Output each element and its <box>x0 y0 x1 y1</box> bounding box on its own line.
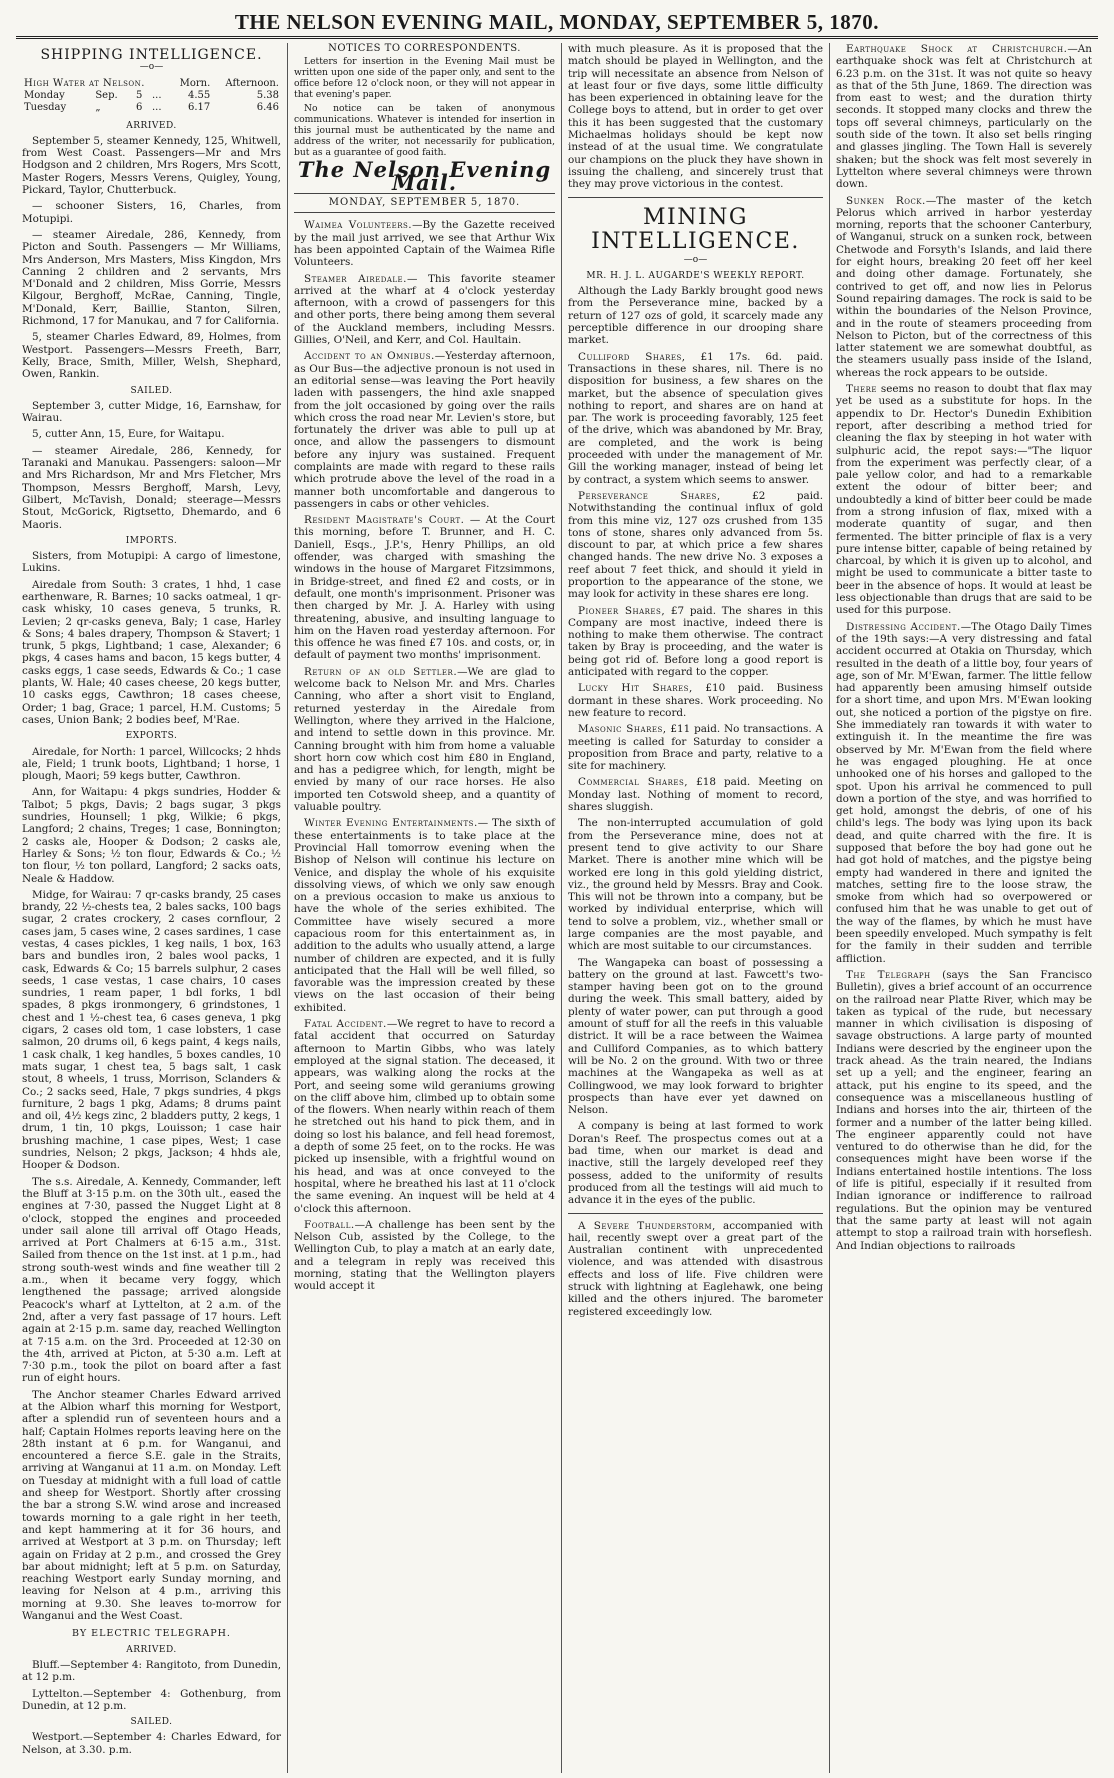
item-text: —We regret to have to record a fatal accident that occurred on Saturday afternoon to Martin Gibbs, who was lately employed at the signal station. The deceased, it appears, was walking along the rocks at the Port, and seeing some wild geraniums growing on the cliff above him, climbed up to obtain some of the flowers. When nearly within reach of them he stretched out his hand to pick them, and in doing so lost his balance, and fell head foremost, a depth of some 25 feet, on to the rocks. He was picked up insensible, with a frightful wound on his head, and was at once conveyed to the hospital, where he breathed his last at 11 o'clock the same evening. An inquest will be held at 4 o'clock this afternoon. <box>294 1018 555 1215</box>
item-text: —A challenge has been sent by the Nelson Cub, assisted by the College, to the Wellington Cub, to play a match at an early date, and a telegram in reply was received this morning, stating that the Wellington players would accept it <box>294 1218 555 1293</box>
item-head: There <box>846 383 878 396</box>
item-head: Pioneer Shares, <box>578 604 666 617</box>
item-head: Football. <box>304 1218 355 1231</box>
tide-month: „ <box>95 101 101 113</box>
mining-intro: Although the Lady Barkly brought good news from the Perseverance mine, backed by a return of 127 ozs of gold, it scarcely made any perceptible difference in our drooping share market. <box>568 285 823 347</box>
tide-month: Sep. <box>95 89 118 101</box>
notices-title: NOTICES TO CORRESPONDENTS. <box>328 43 521 54</box>
item-text: —The master of the ketch Pelorus which arrived in harbor yesterday morning, reports that the schooner Canterbury, of Wanganui, struck on a sunken rock, between Chetwode and Forsyth's Islands, and laid there for eight hours, breaking 20 feet off her keel and doing other damage. Fortunately, she contrived to get off, and now lies in Pelorus Sound repairing damages. The rock is said to be within the boundaries of the Nelson Province, and in the route of steamers proceeding from Nelson to Picton, but of the correctness of this latter statement we are somewhat doubtful, as the steamers usually pass inside of the Island, whereas the rock appears to be outside. <box>836 194 1092 379</box>
voyage-report: The s.s. Airedale, A. Kennedy, Commander, left the Bluff at 3·15 p.m. on the 30th ult., eased the engines at 7·30, passed the Nugget Light at 8 o'clock, stopped the engines and proceeded under sail alone till arrival off Otago Heads, arrived at Port Chalmers at 6·15 a.m., 31st. Sailed from thence on the 1st inst. at 1 p.m., had strong south-west winds and fine weather till 2 a.m., when it became very foggy, which lengthened the passage; arrived alongside Peacock's wharf at Lyttelton, at 2 a.m. of the 2nd, after a very fast passage of 17 hours. Left again at 2·15 p.m. same day, reached Wellington at 7·15 a.m. on the 3rd. Proceeded at 12·30 on the 4th, arrived at Picton, at 5·30 a.m. Left at 7·30 p.m., took the pilot on board after a fast run of eight hours. <box>22 1175 281 1385</box>
tide-row <box>22 102 281 114</box>
exports-entry: Midge, for Wairau: 7 qr-casks brandy, 25 cases brandy, 22 ½-chests tea, 2 bales sacks, 100 bags sugar, 2 crates crockery, 2 cases cornflour, 2 cases jam, 5 cases wine, 2 cases sardines, 1 case vestas, 4 cases pickles, 1 keg nails, 1 box, 163 bars and bundles iron, 2 bales wool packs, 1 cask, Edwards & Co; 15 barrels sulphur, 2 cases seeds, 1 case vestas, 1 case chairs, 10 cases sundries, 1 ream paper, 1 bdl forks, 1 bdl spades, 8 pkgs ironmongery, 6 grindstones, 1 chest and 1 ½-chest tea, 6 cases geneva, 1 pkg cigars, 2 cases old tom, 1 case lobsters, 1 case salmon, 20 drums oil, 6 kegs paint, 4 kegs nails, 1 cask chalk, 1 keg handles, 5 boxes candles, 10 mats sugar, 1 chest tea, 5 bags salt, 1 cask stout, 8 wheels, 1 truss, Morrison, Sclanders & Co.; 2 sacks seed, Hale, 7 pkgs sundries, 4 pkgs furniture, 2 bags 1 pkg, Adams; 8 drums paint and oil, 4½ kegs zinc, 2 bladders putty, 2 kegs, 1 drum, 1 tin, 10 pkgs, Louisson; 1 case hair brushing machine, 1 case pipes, West; 1 case sundries, Nelson; 2 pkgs, Jackson; 4 hhds ale, Hooper & Dodson. <box>22 888 281 1172</box>
item-text: — At the Court this morning, before T. Brunner, and H. C. Daniell, Esqs., J.P.'s, Henry Phillips, an old offender, was charged with smashing the windows in the house of Margaret Fitzsimmons, in Bridge-street, and fined £2 and costs, or in default, one month's imprisonment. Prisoner was then charged by Mr. J. A. Harley with using threatening, abusive, and insulting language to him on the Haven road yesterday afternoon. For this offence he was fined £7 10s. and costs, or, in default of payment two months' imprisonment. <box>294 514 555 662</box>
tide-day: Monday <box>24 89 65 101</box>
editorial-item <box>294 514 555 662</box>
news-item <box>836 43 1092 191</box>
tide-dots: ... <box>152 101 162 113</box>
arrived-head: ARRIVED. <box>126 120 177 131</box>
columns <box>16 43 1098 1773</box>
item-head: Lucky Hit Shares, <box>578 682 693 695</box>
mining-item <box>568 723 823 772</box>
tide-day: Tuesday <box>24 101 67 113</box>
tide-date: 6 <box>136 101 143 113</box>
tel-arrived-head: ARRIVED. <box>126 1644 177 1655</box>
ornament: —o— <box>683 254 708 265</box>
exports-head: EXPORTS. <box>125 731 178 742</box>
item-head: Distressing Accident. <box>846 620 961 633</box>
nameplate: The Nelson Evening Mail. <box>297 157 552 195</box>
mining-closing: The non-interrupted accumulation of gold from the Perseverance mine, does not at present tend to give activity to our Share Market. There is another mine which will be worked ere long in this gold yielding district, viz., the ground held by Messrs. Bray and Cook. This will not be thrown into a company, but be worked by individual enterprise, which will tend to solve a problem, viz., whether small or large companies are the most payable, and which are most suitable to our circumstances. <box>568 817 823 953</box>
item-head: Return of an old Settler. <box>304 665 458 678</box>
mining-title: MINING INTELLIGENCE. <box>591 204 800 254</box>
shipping-title: SHIPPING INTELLIGENCE. <box>40 47 263 63</box>
mining-item <box>568 682 823 719</box>
item-text: £7 paid. The shares in this Company are most inactive, indeed there is nothing to make them otherwise. The contract taken by Bray is proceeding, and the water is being got rid of. Before long a good report is anticipated with regard to the copper. <box>568 604 824 679</box>
editorial-item <box>294 273 555 347</box>
mining-item <box>568 605 823 679</box>
notice-paragraph: No notice can be taken of anonymous communications. Whatever is intended for insertion in this journal must be authenticated by the name and address of the writer, not necessarily for publication, but as a guarantee of good faith. <box>294 103 555 158</box>
item-text: —An earthquake shock was felt at Christchurch at 6.23 p.m. on the 31st. It was not quite so heavy as that of the 5th June, 1869. The direction was from east to west; and the duration thirty seconds. It stopped many clocks and threw the tops off several chimneys, particularly on the south side of the town. It also set bells ringing and glasses jingling. The Town Hall is severely shaken; but the shock was felt most severely in Lyttelton where several chimneys were thrown down. <box>836 43 1092 191</box>
thunderstorm-item <box>568 1220 823 1318</box>
tide-afternoon: 5.38 <box>256 89 279 101</box>
item-text: — This favorite steamer arrived at the wharf at 4 o'clock yesterday afternoon, with a crowd of passengers for this and other ports, there being among them several of the Auckland members, including Messrs. Gillies, O'Neil, and Kerr, and Col. Haultain. <box>294 272 555 347</box>
item-text: —Yesterday afternoon, as Our Bus—the adjective pronoun is not used in an editorial sense—was leaving the Port heavily laden with passengers, the hind axle snapped from the jolt occasioned by going over the rails which cross the road near Mr. Levien's store, but fortunately the driver was able to pull up at once, and allow the passengers to dismount before any injury was sustained. Frequent complaints are made with regard to these rails which protrude above the level of the road in a manner both uncomfortable and dangerous to passengers in cabs or other vehicles. <box>294 350 555 510</box>
mining-item <box>568 776 823 813</box>
news-item <box>836 621 1092 965</box>
mining-closing: The Wangapeka can boast of possessing a battery on the ground at last. Fawcett's two-stamper having been got on to the ground during the week. This small battery, aided by plenty of water power, can put through a good amount of stuff for all the reefs in this valuable district. It will be a race between the Waimea and Culliford Companies, as to which battery will be No. 2 on the ground. With two or three machines at the Wangapeka as well as at Collingwood, we may look forward to brighter prospects than have ever yet dawned on Nelson. <box>568 956 823 1117</box>
item-text: —By the Gazette received by the mail just arrived, we see that Arthur Wix has been appointed Captain of the Waimea Rifle Volunteers. <box>294 219 555 269</box>
column-mining <box>562 43 830 1773</box>
item-head: Fatal Accident. <box>304 1018 387 1031</box>
dateline: MONDAY, SEPTEMBER 5, 1870. <box>294 193 555 213</box>
item-head: Masonic Shares, <box>578 723 667 736</box>
editorial-item <box>294 219 555 268</box>
imports-entry: Airedale from South: 3 crates, 1 hhd, 1 case earthenware, R. Barnes; 10 sacks oatmeal, 1 qr-cask whisky, 10 cases geneva, 5 trunks, R. Levien; 2 qr-casks geneva, Baly; 1 case, Harley & Sons; 4 bales drapery, Thompson & Stavert; 1 trunk, 5 pkgs, Lightband; 1 case, Alexander; 6 pkgs, 4 cases hams and bacon, 15 kegs butter, 4 casks eggs, 1 case seeds, Edwards & Co.; 1 case plants, W. Hale; 40 cases cheese, 20 kegs butter, 10 casks eggs, Cawthron; 18 cases cheese, Order; 1 bag, Grace; 1 parcel, H.M. Customs; 5 cases, Union Bank; 2 bodies beef, M'Rae. <box>22 578 281 726</box>
imports-entry: Sisters, from Motupipi: A cargo of limestone, Lukins. <box>22 550 281 575</box>
item-text: —The Otago Daily Times of the 19th says:—A very distressing and fatal accident occurred at Otakia on Thursday, which resulted in the death of a little boy, four years of age, son of Mr. M'Ewan, farmer. The little fellow had apparently been amusing himself outside for a short time, and upon Mrs. M'Ewan looking out, she noticed a portion of the pigstye on fire. She immediately ran towards it with water to extinguish it. In the meantime the fire was observed by Mr. M'Ewan from the field where he was engaged ploughing. He at once unhooked one of his horses and galloped to the spot. Upon his arrival he commenced to pull down a portion of the stye, and was horrified to get hold, amongst the debris, of one of his child's legs. The body was lying upon its back dead, and quite charred with the fire. It is supposed that before the boy had gone out he had got hold of matches, and the pigstye being empty had wandered in there and ignited the matches, setting fire to the loose straw, the smoke from which had so overpowered or confused him that he was unable to get out of the way of the flames, by which he must have been speedily enveloped. Much sympathy is felt for the family in their sudden and terrible affliction. <box>836 620 1092 965</box>
item-text: £11 paid. No transactions. A meeting is called for Saturday to consider a proposition from Brace and party, relative to a site for machinery. <box>568 723 824 773</box>
tide-header-row <box>22 78 281 90</box>
sailed-entry: 5, cutter Ann, 15, Eure, for Waitapu. <box>32 428 225 441</box>
item-text: seems no reason to doubt that flax may yet be used as a substitute for hops. In the appendix to Dr. Hector's Dunedin Exhibition report, after describing a method tried for cleaning the flax by steeping in hot water with sulphuric acid, the repot says:—"The liquor from the experiment was perfectly clear, of a pale yellow color, and had to a remarkable extent the odour of bitter beer; and undoubtedly a kind of bitter beer could be made from a strong infusion of flax, mixed with a moderate quantity of sugar, and then fermented. The bitter principle of flax is a very pure intense bitter, capable of being retained by charcoal, by which it is given up to alcohol, and might be used to communicate a bitter taste to beer in the absence of hops. It would at least be less objectionable than drugs that are said to be used for this purpose. <box>836 383 1092 617</box>
item-head: The Telegraph <box>846 968 931 981</box>
column-news <box>830 43 1098 1773</box>
sailed-head: SAILED. <box>130 385 173 396</box>
arrival-entry: September 5, steamer Kennedy, 125, Whitwell, from West Coast. Passengers—Mr and Mrs Hodgson and 2 children, Mrs Rogers, Mrs Scott, Master Rogers, Messrs Verens, Quigley, Young, Pickard, Taylor, Chutterbuck. <box>22 134 281 197</box>
item-head: Waimea Volunteers. <box>304 219 413 232</box>
editorial-item <box>294 1018 555 1215</box>
column-shipping <box>16 43 288 1773</box>
arrival-entry: — schooner Sisters, 16, Charles, from Motupipi. <box>22 200 281 225</box>
item-head: Culliford Shares, <box>578 350 686 363</box>
ornament: —o— <box>139 62 164 73</box>
notice-paragraph: Letters for insertion in the Evening Mail must be written upon one side of the paper only, and sent to the office before 12 o'clock noon, or they will not appear in that evening's paper. <box>294 56 555 100</box>
exports-entry: Airedale, for North: 1 parcel, Willcocks; 2 hhds ale, Field; 1 trunk boots, Lightband; 1 horse, 1 plough, Maori; 59 kegs butter, Cawthron. <box>22 745 281 783</box>
tel-sailed-head: SAILED. <box>130 1717 173 1728</box>
mining-closing: A company is being at last formed to work Doran's Reef. The prospectus comes out at a bad time, when our market is dead and inactive, still the largely developed reef they possess, added to the uniformity of results produced from all the testings will aid much to advance it in the eyes of the public. <box>568 1120 823 1207</box>
item-text: — The sixth of these entertainments is to take place at the Provincial Hall tomorrow evening when the Bishop of Nelson will continue his lecture on Venice, and display the whole of his exquisite dissolving views, of which we only saw enough on a previous occasion to make us anxious to have the whole of the series exhibited. The Committee have wisely secured a more capacious room for this entertainment as, in addition to the adults who usually attend, a large number of children are expected, and it is fully anticipated that the Hall will be well filled, so favorable was the impression created by these views on the last occasion of their being exhibited. <box>294 817 555 1014</box>
mining-item <box>568 351 823 486</box>
tide-row <box>22 90 281 102</box>
item-head: A Severe Thunderstorm, <box>578 1219 716 1232</box>
item-text: —We are glad to welcome back to Nelson Mr. and Mrs. Charles Canning, who after a short visit to England, returned yesterday in the Airedale from Wellington, where they arrived in the Halcione, and intend to settle down in this province. Mr. Canning brought with him from home a valuable short horn cow which cost him £80 in England, and has a pedigree which, for length, might be envied by many of our race horses. He also imported ten Cotswold sheep, and a quantity of valuable poultry. <box>294 665 555 814</box>
tide-table <box>22 78 281 114</box>
voyage-report: The Anchor steamer Charles Edward arrived at the Albion wharf this morning for Westport, after a splendid run of seventeen hours and a half; Captain Holmes reports leaving here on the 28th instant at 6 p.m. for Wanganui, and encountered a fierce S.E. gale in the Straits, arriving at Wanganui at 11 a.m. on Monday. Left on Tuesday at midnight with a full load of cattle and sheep for Westport. Shortly after crossing the bar a strong S.W. wind arose and increased towards morning to a gale right in her teeth, and kept hammering at it for 36 hours, and arrived at Westport at 3 p.m. on Thursday; left again on Friday at 2 p.m., and crossed the Grey bar about midnight; left at 5 p.m. on Saturday, reaching Westport early Sunday morning, and leaving for Nelson at 4 p.m., arriving this morning at 9.30. She leaves to-morrow for Wanganui and the West Coast. <box>22 1388 281 1623</box>
football-continued: with much pleasure. As it is proposed that the match should be played in Wellington, and the trip will necessitate an absence from Nelson of at least four or five days, some little difficulty has been experienced in obtaining leave for the College boys to attend, but in order to get over this it has been suggested that the customary Michaelmas holidays should be kept now instead of at the usual time. We congratulate our champions on the pluck they have shown in issuing the challeng, and sincerely trust that they may prove victorious in the contest. <box>568 43 823 191</box>
item-text: £1 17s. 6d. paid. Transactions in these shares, nil. There is no disposition for business, a few shares on the market, but the absence of speculation gives nothing to report, and shares are on hand at par. The work is proceeding favorably, 125 feet of the drive, which was abandoned by Mr. Bray, are completed, and the work is being proceeded with under the management of Mr. Gill the working manager, instead of being let by contract, a system which seems to answer. <box>568 350 823 486</box>
telegraph-head: BY ELECTRIC TELEGRAPH. <box>72 1628 231 1640</box>
item-text: £2 paid. Notwithstanding the continual influx of gold from this mine viz, 127 ozs crushed from 135 tons of stone, shares only advanced from 5s. discount to par, at which price a few shares changed hands. The new drive No. 3 exposes a reef about 7 feet thick, and should it yield in proportion to the appearance of the stone, we may look for activity in these shares ere long. <box>568 489 824 601</box>
column-editorial <box>288 43 562 1773</box>
divider <box>568 1213 823 1214</box>
item-head: Commercial Shares, <box>578 776 689 789</box>
masthead: THE NELSON EVENING MAIL, MONDAY, SEPTEMBER 5, 1870. <box>16 8 1098 39</box>
item-head: Sunken Rock. <box>846 194 926 207</box>
editorial-item <box>294 666 555 814</box>
news-item <box>836 969 1092 1252</box>
item-text: £10 paid. Business dormant in these shares. Work proceeding. No new feature to record. <box>568 682 823 719</box>
imports-head: IMPORTS. <box>125 535 178 546</box>
divider <box>568 197 823 198</box>
item-head: Perseverance Shares, <box>578 489 721 502</box>
editorial-item <box>294 817 555 1014</box>
item-head: Resident Magistrate's Court. <box>304 514 465 527</box>
mining-item <box>568 490 823 601</box>
tide-morn: 4.55 <box>188 89 211 101</box>
item-text: (says the San Francisco Bulletin), gives a brief account of an occurrence on the railroad near Platte River, which may be taken as typical of the rude, but necessary manner in which civilisation is disposing of savage obstructions. A large party of mounted Indians were descried by the engineer upon the track ahead. As the train neared, the Indians set up a yell; and the engineer, fearing an attack, put his engine to its speed, and the consequence was a miscellaneous hustling of Indians and horses into the air, thirteen of the former and a number of the latter being killed. The engineer apparently could not have ventured to do otherwise than he did, for the consequences might have been worse if the Indians entertained hostile intentions. The loss of life is pitiful, especially if it resulted from Indian ignorance or indifference to railroad regulations. But the opinion may be ventured that the same party at least will not again attempt to stop a railroad train with horseflesh. And Indian objections to railroads <box>836 968 1092 1252</box>
tel-arrival: Bluff.—September 4: Rangitoto, from Dunedin, at 12 p.m. <box>22 1658 281 1684</box>
news-item <box>836 195 1092 379</box>
sailed-entry: September 3, cutter Midge, 16, Earnshaw, for Wairau. <box>22 399 281 425</box>
item-text: £18 paid. Meeting on Monday last. Nothing of moment to record, shares sluggish. <box>568 776 823 814</box>
tide-date: 5 <box>136 89 143 101</box>
tide-morn: 6.17 <box>188 101 211 113</box>
exports-entry: Ann, for Waitapu: 4 pkgs sundries, Hodder & Talbot; 5 pkgs, Davis; 2 bags sugar, 3 pkgs sundries, Hounsell; 1 pkg, Wilkie; 6 pkgs, Langford; 2 chains, Treges; 1 case, Bonnington; 2 casks ale, Hooper & Dodson; 2 casks ale, Harley & Sons; ½ ton flour, Edwards & Co.; ½ ton flour, ½ ton pollard, Langford; 2 sacks oats, Neale & Haddow. <box>22 786 281 885</box>
tide-afternoon: 6.46 <box>256 101 279 113</box>
item-head: Steamer Airedale. <box>304 272 407 285</box>
tel-arrival: Lyttelton.—September 4: Gothenburg, from Dunedin, at 12 p.m. <box>22 1687 281 1712</box>
tide-header-afternoon: Afternoon. <box>225 77 279 89</box>
item-head: Accident to an Omnibus. <box>304 350 435 363</box>
editorial-item <box>294 350 555 510</box>
report-head: MR. H. J. L. AUGARDE'S WEEKLY REPORT. <box>586 270 805 281</box>
arrival-entry: 5, steamer Charles Edward, 89, Holmes, from Westport. Passengers—Messrs Freeth, Barr, Kelly, Brace, Smith, Miller, Welsh, Shephard, Owen, Rankin. <box>22 331 281 381</box>
tide-header: High Water at Nelson. <box>24 77 145 89</box>
tel-sailed: Westport.—September 4: Charles Edward, for Nelson, at 3.30. p.m. <box>22 1731 281 1756</box>
sailed-entry: — steamer Airedale, 286, Kennedy, for Taranaki and Manukau. Passengers: saloon—Mr and Mrs Richardson, Mr and Mrs Fletcher, Mrs Thompson, Messrs Berghoff, Marsh, Levy, Gilbert, McTavish, Donald; steerage—Messrs Stout, McGorick, Rigtsetto, Dhemardo, and 6 Maoris. <box>22 444 281 531</box>
arrival-entry: — steamer Airedale, 286, Kennedy, from Picton and South. Passengers — Mr Williams, Mrs Anderson, Mrs Masters, Miss Kingdon, Mrs Canning 2 children and 2 servants, Mrs M'Donald and 2 children, Miss Gorrie, Messrs Kilgour, Berghoff, McRae, Canning, Tingle, M'Donald, Kerr, Baillie, Stanton, Silren, Richmond, 17 for Manukau, and 7 for California. <box>22 228 281 328</box>
news-item <box>836 383 1092 617</box>
item-head: Earthquake Shock at Christchurch. <box>846 43 1068 55</box>
item-head: Winter Evening Entertainments. <box>304 817 478 830</box>
item-text: accompanied with hail, recently swept over a great part of the Australian continent with unprecedented violence, and was attended with disastrous effects and loss of life. Five children were struck with lightning at Eaglehawk, one being killed and the others injured. The barometer registered exceedingly low. <box>568 1219 823 1318</box>
editorial-item <box>294 1219 555 1293</box>
tide-dots: ... <box>152 89 162 101</box>
tide-header-morn: Morn. <box>179 77 211 89</box>
